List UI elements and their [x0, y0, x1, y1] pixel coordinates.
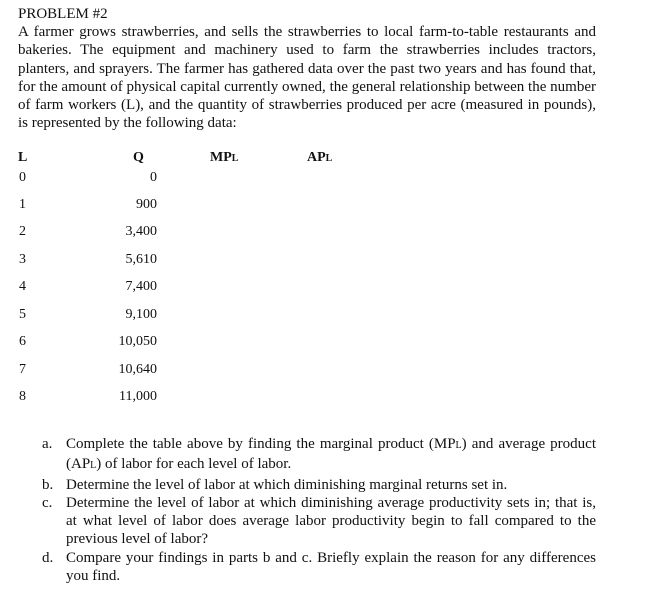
- problem-intro: A farmer grows strawberries, and sells the strawberries to local farm-to-table restaurants and bakeries. The equipment and machinery used to farm the strawberries includes tractors, planters, and sprayers. The farmer has gathered data over the past two years and has found that, for the amount of physical capital currently owned, the general relationship between the number of farm workers (L), and the quantity of strawberries produced per acre (measured in pounds), is represented by the following data:: [18, 24, 596, 132]
- question-subscript: L: [455, 440, 462, 451]
- question-text: ) and average product (AP: [66, 436, 596, 473]
- question-letter: a.: [42, 436, 53, 452]
- table-cell-Q: 900: [136, 197, 157, 212]
- question-list: [42, 435, 596, 585]
- table-cell-L: 7: [19, 362, 26, 377]
- table-cell-Q: 10,050: [118, 334, 157, 349]
- header-MPL: [210, 150, 238, 167]
- header-APL: [307, 150, 332, 167]
- question-item: [42, 476, 596, 494]
- question-text: Determine the level of labor at which diminishing marginal returns set in.: [66, 476, 508, 493]
- table-cell-L: 1: [19, 197, 26, 212]
- question-item: [42, 549, 596, 586]
- header-APL-main: AP: [307, 150, 326, 165]
- question-letter: c.: [42, 494, 53, 511]
- question-item: [42, 494, 596, 549]
- question-letter: d.: [42, 549, 54, 566]
- table-cell-L: 0: [19, 170, 26, 185]
- table-cell-Q: 3,400: [125, 224, 157, 239]
- table-cell-L: 5: [19, 307, 26, 322]
- table-cell-Q: 0: [150, 170, 157, 185]
- table-cell-Q: 11,000: [119, 389, 157, 404]
- question-item: [42, 435, 596, 476]
- header-APL-sub: L: [325, 153, 333, 164]
- header-MPL-main: MP: [210, 150, 232, 165]
- table-cell-L: 6: [19, 334, 26, 349]
- header-Q: Q: [133, 150, 144, 165]
- table-cell-Q: 5,610: [125, 252, 157, 267]
- header-MPL-sub: L: [231, 153, 239, 164]
- header-L: L: [18, 150, 28, 165]
- table-cell-L: 3: [19, 252, 26, 267]
- question-subscript: L: [90, 460, 97, 472]
- problem-title: PROBLEM #2: [18, 6, 108, 22]
- table-cell-Q: 9,100: [125, 307, 157, 322]
- table-cell-L: 8: [19, 389, 26, 404]
- question-text: Determine the level of labor at which diminishing average productivity sets in; that is, at what level of labor does average labor productivity begin to fall compared to the previous level of labor?: [66, 494, 596, 548]
- question-letter: b.: [42, 476, 54, 493]
- table-cell-L: 2: [19, 224, 26, 239]
- table-cell-L: 4: [19, 279, 26, 294]
- table-cell-Q: 7,400: [125, 279, 157, 294]
- question-text: Compare your findings in parts b and c. Briefly explain the reason for any differences you find.: [66, 549, 596, 585]
- question-text: Complete the table above by finding the marginal product (MP: [66, 436, 456, 452]
- table-cell-Q: 10,640: [118, 362, 157, 377]
- question-text: ) of labor for each level of labor.: [96, 456, 292, 473]
